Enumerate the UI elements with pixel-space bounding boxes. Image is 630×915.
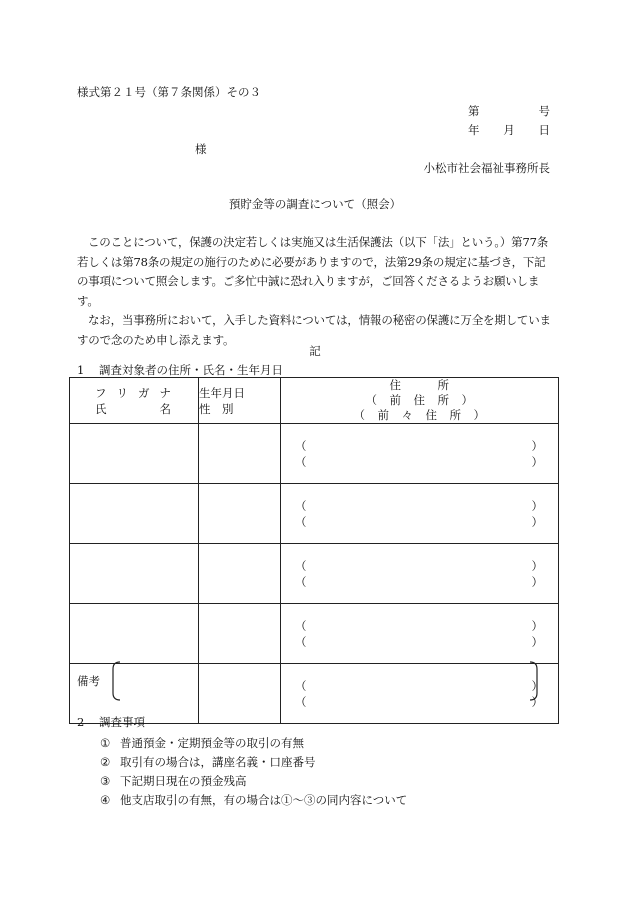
table-header-row: [70, 378, 559, 424]
ki-heading: 記: [309, 344, 321, 358]
table-row: [70, 424, 559, 484]
name-cell[interactable]: [70, 424, 199, 484]
table-row: [70, 604, 559, 664]
birth-cell[interactable]: [199, 664, 281, 724]
list-item: ① 普通預金・定期預金等の取引の有無: [100, 736, 304, 750]
address-cell[interactable]: （ ） （ ）: [281, 544, 559, 604]
list-item: ④ 他支店取引の有無，有の場合は①〜③の同内容について: [100, 793, 408, 807]
address-cell[interactable]: （ ） （ ）: [281, 484, 559, 544]
name-cell[interactable]: [70, 544, 199, 604]
list-item: ② 取引有の場合は，講座名義・口座番号: [100, 755, 316, 769]
document-number-suffix: 号: [538, 104, 550, 118]
section-1-number: 1: [77, 363, 85, 377]
list-item: ③ 下記期日現在の預金残高: [100, 774, 247, 788]
furigana-label: フ リ ガ ナ: [95, 385, 171, 400]
birth-cell[interactable]: [199, 604, 281, 664]
document-number-prefix: 第: [468, 104, 480, 118]
body-paragraph-1: このことについて，保護の決定若しくは実施又は生活保護法（以下「法」という。）第77条若しくは第78条の規定の施行のために必要がありますので，法第29条の規定に基づき，下記の事項について照会します。ご多忙中誠に恐れ入りますが，ご回答くださるようお願いします。: [77, 235, 549, 308]
document-title: 預貯金等の調査について（照会）: [228, 197, 402, 211]
section-1-title: 調査対象者の住所・氏名・生年月日: [99, 363, 283, 377]
table-row: [70, 484, 559, 544]
address-cell[interactable]: （ ） （ ）: [281, 424, 559, 484]
address-cell[interactable]: （ ） （ ）: [281, 664, 559, 724]
date-year: 年: [468, 123, 480, 137]
subject-table: [69, 377, 559, 724]
name-cell[interactable]: [70, 484, 199, 544]
body-paragraph-2: なお，当事務所において，入手した資料については，情報の秘密の保護に万全を期していますので念のため申し添えます。: [77, 313, 551, 347]
body-text: [77, 233, 552, 350]
table-row: [70, 544, 559, 604]
section-2-title: 調査事項: [99, 715, 145, 729]
header-birth-cell: [199, 378, 281, 424]
birth-cell[interactable]: [199, 544, 281, 604]
remarks-close-bracket: [528, 661, 540, 701]
addressee-suffix: 様: [195, 142, 207, 156]
date-month: 月: [503, 123, 515, 137]
section-2-number: 2: [77, 715, 85, 729]
address-cell[interactable]: （ ） （ ）: [281, 604, 559, 664]
address-label: 住 所: [389, 378, 450, 392]
birth-cell[interactable]: [199, 424, 281, 484]
remarks-label: 備考: [77, 674, 100, 688]
remarks-open-bracket: [110, 661, 122, 701]
date-line: [468, 122, 550, 138]
section-1-heading: [77, 362, 283, 378]
birthdate-label: 生年月日: [199, 385, 245, 400]
section-2-heading: [77, 714, 145, 730]
sex-label: 性 別: [199, 401, 234, 416]
header-name-cell: [70, 378, 199, 424]
previous-address-label: （ 前 住 所 ）: [365, 393, 474, 407]
document-number-line: [468, 103, 550, 119]
sender: 小松市社会福祉事務所長: [423, 161, 550, 175]
birth-cell[interactable]: [199, 484, 281, 544]
form-number: 様式第２１号（第７条関係）その３: [77, 85, 261, 99]
prior-previous-address-label: （ 前 々 住 所 ）: [353, 408, 486, 422]
date-day: 日: [538, 123, 550, 137]
header-address-cell: [281, 378, 559, 424]
name-label: 氏 名: [95, 401, 171, 416]
name-cell[interactable]: [70, 604, 199, 664]
